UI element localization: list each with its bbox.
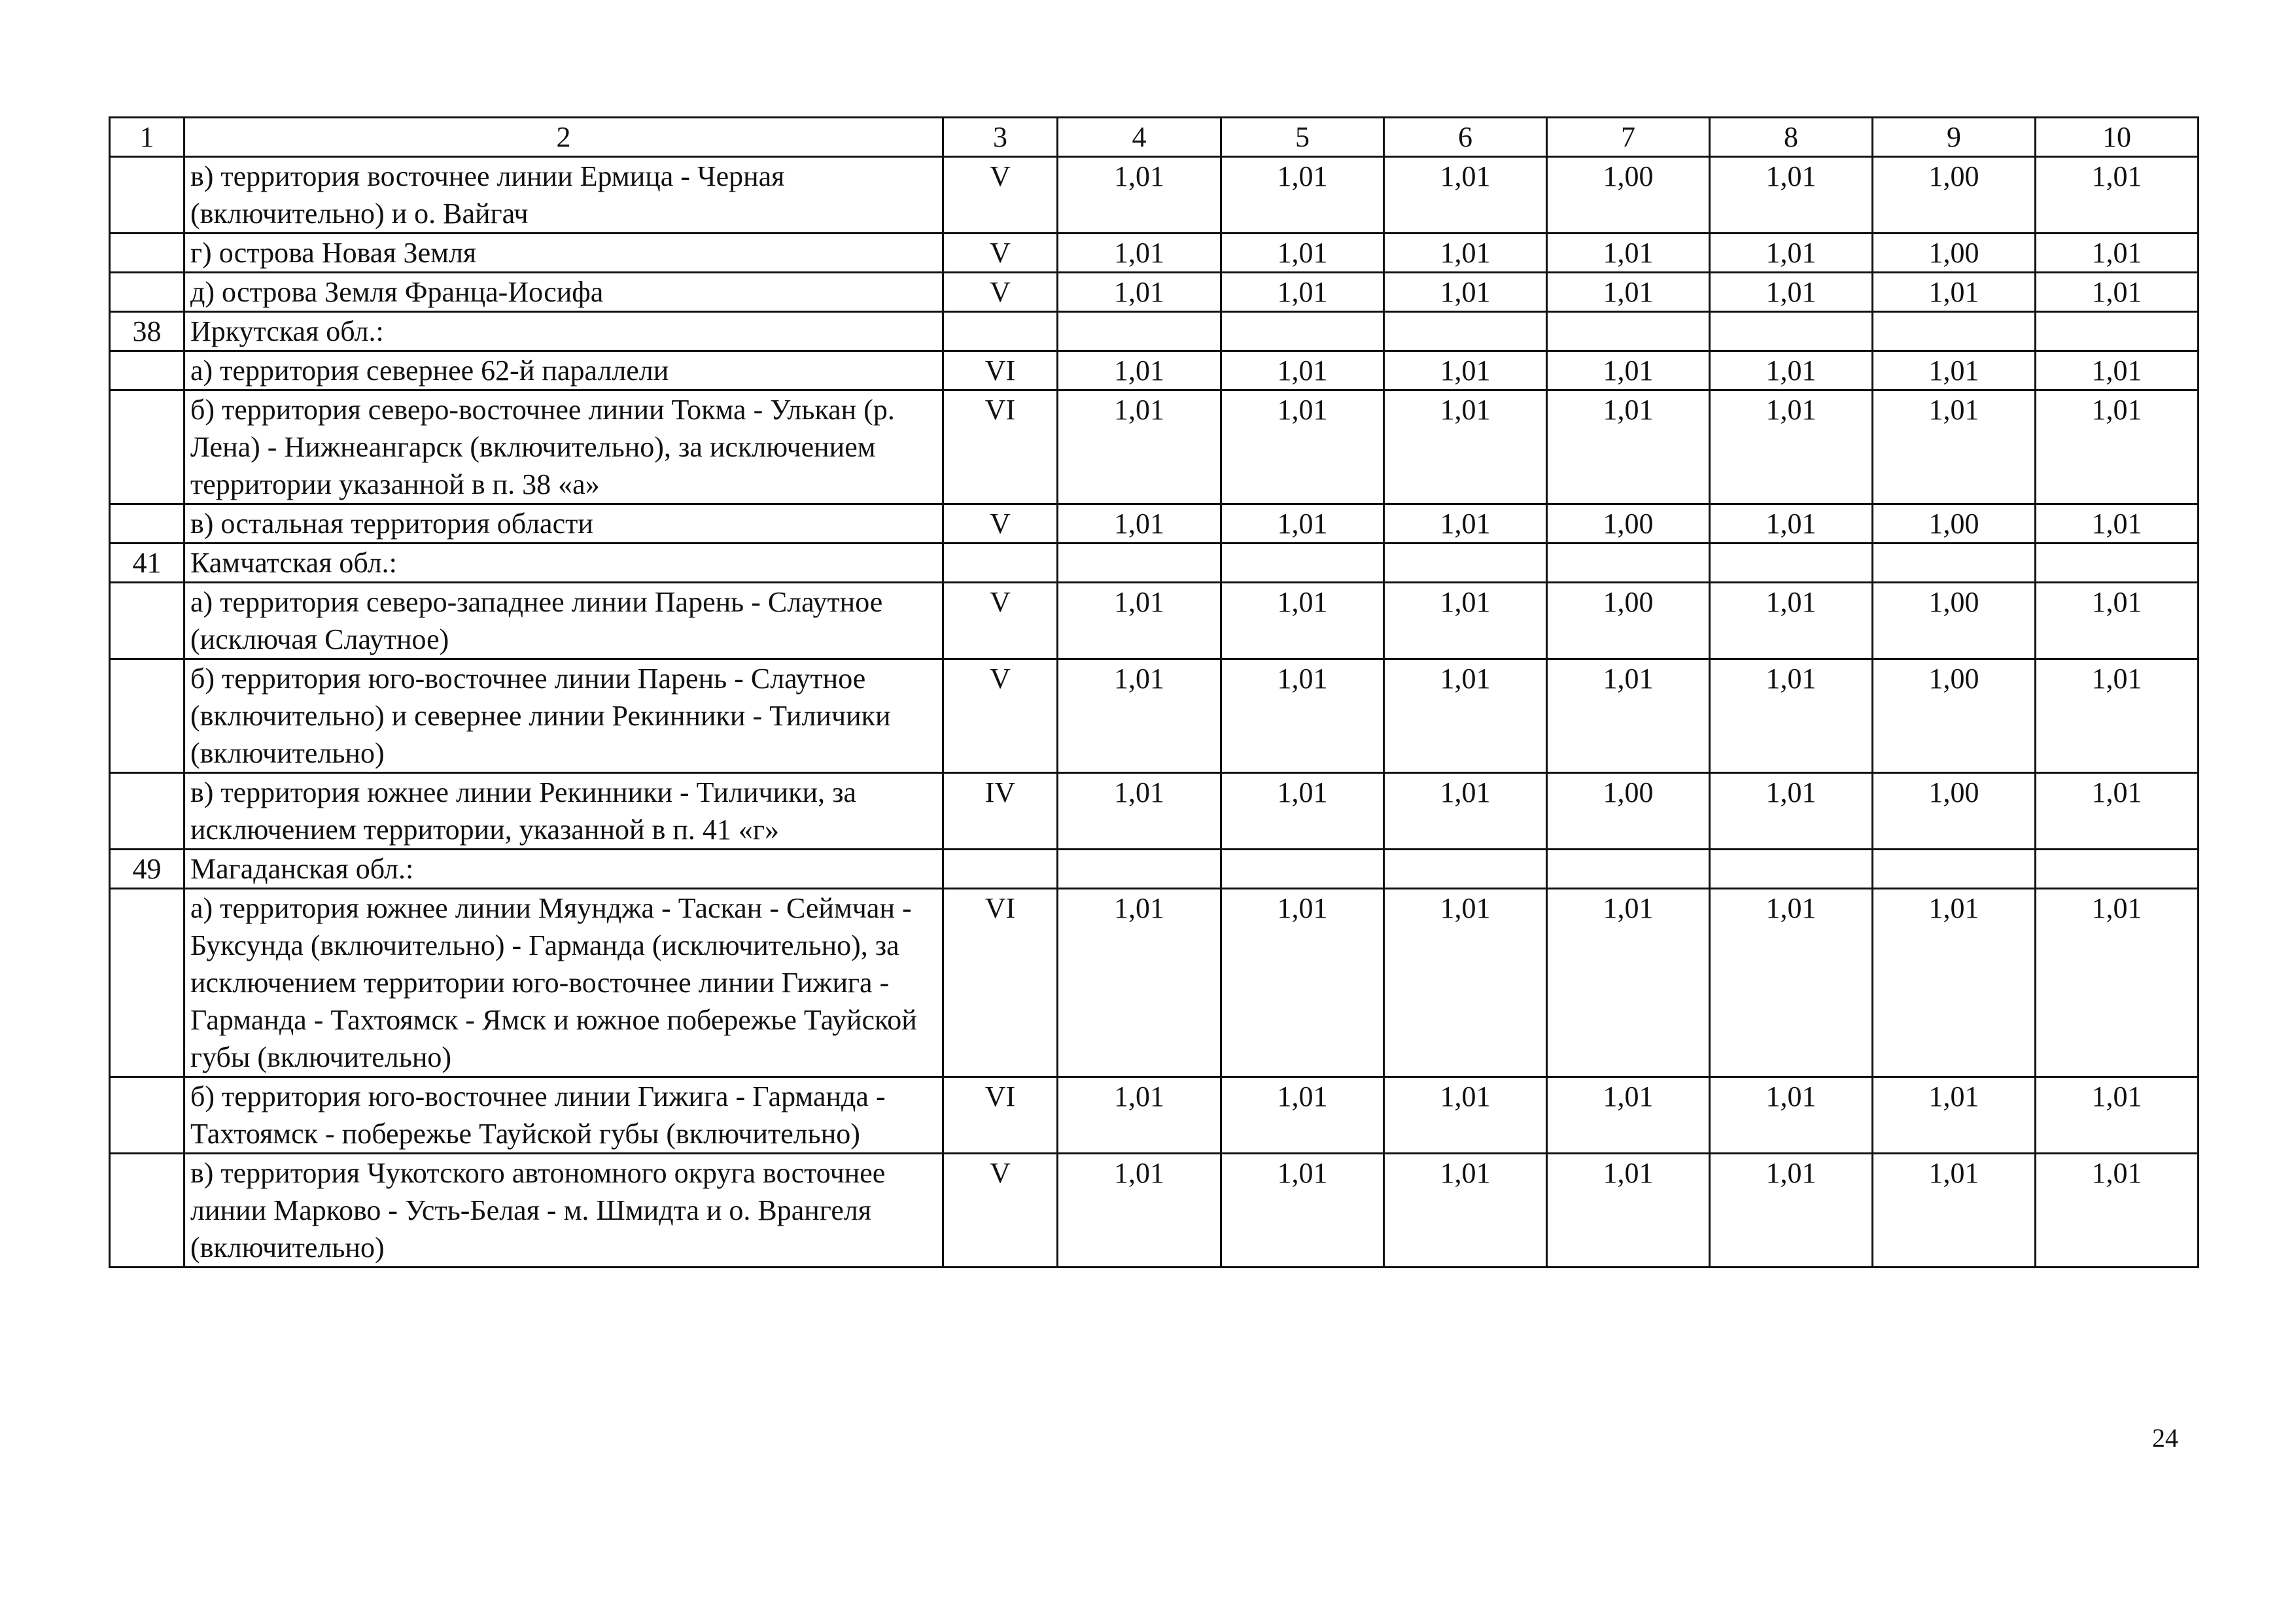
coefficient-cell: 1,01 [1547,889,1710,1077]
row-number-cell [110,273,184,312]
coefficient-cell: 1,00 [1873,504,2036,544]
coefficient-cell [1384,544,1547,583]
coefficient-cell [1221,312,1384,351]
coefficient-cell: 1,01 [1710,273,1873,312]
coefficient-cell: 1,01 [2036,773,2199,850]
header-row [110,118,2199,157]
coefficient-cell: 1,01 [1873,1077,2036,1154]
table-row [110,544,2199,583]
row-number-cell [110,351,184,390]
coefficient-cell: 1,01 [1058,583,1221,659]
header-cell: 1 [110,118,184,157]
coefficient-cell: 1,01 [1221,390,1384,504]
coefficient-cell: 1,00 [1873,233,2036,273]
header-cell: 4 [1058,118,1221,157]
row-number-cell [110,1077,184,1154]
header-cell: 6 [1384,118,1547,157]
coefficient-cell: 1,01 [1873,390,2036,504]
territory-cell: д) острова Земля Франца-Иосифа [184,273,943,312]
coefficient-cell: 1,01 [2036,1077,2199,1154]
row-number-cell [110,773,184,850]
coefficient-cell: 1,01 [1547,273,1710,312]
zone-cell: V [943,583,1058,659]
coefficient-cell: 1,01 [1221,233,1384,273]
row-number-cell [110,157,184,233]
coefficient-cell: 1,01 [1058,773,1221,850]
territory-cell: б) территория юго-восточнее линии Гижига - Гарманда - Тахтоямск - побережье Тауйской губы (включительно) [184,1077,943,1154]
coefficient-cell: 1,01 [1547,1077,1710,1154]
coefficient-cell: 1,01 [1873,889,2036,1077]
coefficient-cell: 1,01 [2036,659,2199,773]
coefficient-cell: 1,01 [1221,889,1384,1077]
coefficient-cell [2036,850,2199,889]
coefficient-cell: 1,01 [1384,157,1547,233]
page-number: 24 [2152,1423,2178,1453]
table-row [110,312,2199,351]
coefficient-cell [1221,544,1384,583]
table-row [110,850,2199,889]
coefficient-cell: 1,01 [1384,1154,1547,1268]
coefficient-cell: 1,00 [1547,773,1710,850]
coefficient-cell [1710,312,1873,351]
territory-cell: в) территория Чукотского автономного округа восточнее линии Марково - Усть-Белая - м. Шмидта и о. Врангеля (включительно) [184,1154,943,1268]
territory-cell: в) территория восточнее линии Ермица - Черная (включительно) и о. Вайгач [184,157,943,233]
coefficient-cell: 1,01 [1710,659,1873,773]
table-row [110,659,2199,773]
table-row [110,583,2199,659]
coefficient-cell: 1,01 [1710,1154,1873,1268]
coefficient-cell: 1,01 [2036,351,2199,390]
coefficient-cell: 1,01 [1058,351,1221,390]
coefficient-cell [2036,312,2199,351]
coefficient-cell: 1,01 [1547,659,1710,773]
territory-cell: а) территория севернее 62-й параллели [184,351,943,390]
territory-cell: а) территория южнее линии Мяунджа - Таскан - Сеймчан - Буксунда (включительно) - Гарманда (исключительно), за исключением территории юго-восточнее линии Гижига - Гарманда - Тахтоямск - Ямск и южное побережье Тауйской губы (включительно) [184,889,943,1077]
table-row [110,504,2199,544]
table-row [110,889,2199,1077]
row-number-cell [110,390,184,504]
coefficient-cell [1058,850,1221,889]
header-cell: 7 [1547,118,1710,157]
zone-cell: V [943,273,1058,312]
coefficient-cell: 1,01 [1058,504,1221,544]
zone-cell [943,312,1058,351]
zone-cell [943,850,1058,889]
coefficient-cell: 1,01 [1221,351,1384,390]
coefficient-cell [1384,312,1547,351]
zone-cell: V [943,1154,1058,1268]
coefficient-cell: 1,01 [1710,504,1873,544]
table-row [110,157,2199,233]
coefficient-cell: 1,01 [1058,889,1221,1077]
coefficient-cell: 1,01 [1384,233,1547,273]
coefficient-cell [1547,312,1710,351]
coefficient-cell [1058,312,1221,351]
coefficient-cell: 1,01 [1058,1154,1221,1268]
territory-cell: г) острова Новая Земля [184,233,943,273]
coefficient-cell: 1,01 [1384,773,1547,850]
coefficient-cell: 1,01 [1547,390,1710,504]
zone-cell: V [943,504,1058,544]
coefficient-cell: 1,01 [1058,1077,1221,1154]
zone-cell: VI [943,390,1058,504]
coefficient-cell: 1,01 [1547,1154,1710,1268]
table-row [110,773,2199,850]
coefficient-cell: 1,01 [1058,659,1221,773]
coefficient-cell: 1,01 [1384,1077,1547,1154]
header-cell: 3 [943,118,1058,157]
coefficient-cell: 1,01 [1547,351,1710,390]
coefficient-cell: 1,01 [1710,233,1873,273]
coefficient-cell: 1,00 [1547,504,1710,544]
row-number-cell [110,504,184,544]
coefficient-cell: 1,01 [1873,351,2036,390]
coefficient-cell: 1,01 [2036,1154,2199,1268]
coefficient-cell: 1,01 [1710,773,1873,850]
coefficient-cell: 1,01 [1058,273,1221,312]
header-cell: 9 [1873,118,2036,157]
coefficient-cell: 1,01 [2036,157,2199,233]
coefficient-cell: 1,01 [1058,390,1221,504]
coefficient-cell [1547,850,1710,889]
coefficient-cell: 1,01 [1384,583,1547,659]
zone-cell: V [943,233,1058,273]
coefficient-cell: 1,00 [1873,583,2036,659]
territory-cell: б) территория юго-восточнее линии Парень - Слаутное (включительно) и севернее линии Рекинники - Тиличики (включительно) [184,659,943,773]
coefficient-cell: 1,01 [1058,157,1221,233]
coefficient-cell: 1,01 [1710,390,1873,504]
coefficient-cell [1710,544,1873,583]
header-cell: 10 [2036,118,2199,157]
table-row [110,233,2199,273]
territory-cell: в) остальная территория области [184,504,943,544]
zone-cell: V [943,157,1058,233]
coefficient-cell: 1,01 [2036,889,2199,1077]
territory-cell: а) территория северо-западнее линии Парень - Слаутное (исключая Слаутное) [184,583,943,659]
header-cell: 5 [1221,118,1384,157]
coefficient-cell: 1,01 [1221,1077,1384,1154]
coefficient-cell: 1,01 [1384,504,1547,544]
row-number-cell [110,1154,184,1268]
row-number-cell [110,583,184,659]
coefficient-cell: 1,01 [1873,273,2036,312]
coefficient-cell: 1,01 [1384,889,1547,1077]
coefficient-cell: 1,01 [1384,351,1547,390]
coefficient-cell [1873,850,2036,889]
coefficient-cell: 1,00 [1873,773,2036,850]
table-row [110,1154,2199,1268]
table-body [110,118,2199,1268]
zone-cell: V [943,659,1058,773]
table-row [110,1077,2199,1154]
zone-cell: VI [943,889,1058,1077]
coefficient-cell [1547,544,1710,583]
row-number-cell: 49 [110,850,184,889]
coefficient-cell: 1,01 [1221,504,1384,544]
territory-cell: Иркутская обл.: [184,312,943,351]
coefficient-cell: 1,01 [1221,273,1384,312]
header-cell: 2 [184,118,943,157]
zone-cell: VI [943,351,1058,390]
coefficient-cell: 1,01 [2036,390,2199,504]
coefficient-cell: 1,01 [1384,273,1547,312]
coefficient-cell: 1,00 [1547,157,1710,233]
coefficient-cell: 1,01 [1873,1154,2036,1268]
table-row [110,273,2199,312]
coefficient-cell [1221,850,1384,889]
row-number-cell: 41 [110,544,184,583]
row-number-cell [110,659,184,773]
coefficient-cell: 1,01 [1384,659,1547,773]
coefficient-cell: 1,01 [1710,1077,1873,1154]
zone-cell [943,544,1058,583]
coefficient-cell: 1,01 [2036,504,2199,544]
coefficient-cell: 1,00 [1547,583,1710,659]
coefficient-cell [1873,312,2036,351]
coefficient-cell: 1,01 [2036,233,2199,273]
zone-cell: VI [943,1077,1058,1154]
coefficient-cell: 1,01 [1221,583,1384,659]
coefficient-cell: 1,01 [1221,659,1384,773]
coefficient-cell: 1,01 [1384,390,1547,504]
zone-cell: IV [943,773,1058,850]
territory-cell: Камчатская обл.: [184,544,943,583]
coefficient-cell: 1,01 [2036,583,2199,659]
table-row [110,351,2199,390]
coefficient-cell: 1,01 [1710,351,1873,390]
row-number-cell: 38 [110,312,184,351]
territory-cell: Магаданская обл.: [184,850,943,889]
coefficient-cell: 1,01 [1221,157,1384,233]
table-row [110,390,2199,504]
coefficient-cell: 1,01 [1058,233,1221,273]
row-number-cell [110,889,184,1077]
coefficient-cell: 1,01 [1710,157,1873,233]
coefficient-cell: 1,01 [1710,889,1873,1077]
coefficient-cell [1873,544,2036,583]
coefficient-cell: 1,00 [1873,659,2036,773]
coefficient-cell: 1,01 [1547,233,1710,273]
coefficient-cell: 1,01 [1221,773,1384,850]
coefficients-table [109,116,2199,1268]
coefficient-cell [1384,850,1547,889]
coefficient-cell: 1,00 [1873,157,2036,233]
coefficient-cell [1058,544,1221,583]
coefficient-cell [2036,544,2199,583]
coefficient-cell: 1,01 [1710,583,1873,659]
territory-cell: в) территория южнее линии Рекинники - Тиличики, за исключением территории, указанной в п. 41 «г» [184,773,943,850]
territory-cell: б) территория северо-восточнее линии Токма - Улькан (р. Лена) - Нижнеангарск (включительно), за исключением территории указанной в п. 38 «а» [184,390,943,504]
coefficient-cell: 1,01 [2036,273,2199,312]
row-number-cell [110,233,184,273]
coefficient-cell: 1,01 [1221,1154,1384,1268]
header-cell: 8 [1710,118,1873,157]
coefficient-cell [1710,850,1873,889]
